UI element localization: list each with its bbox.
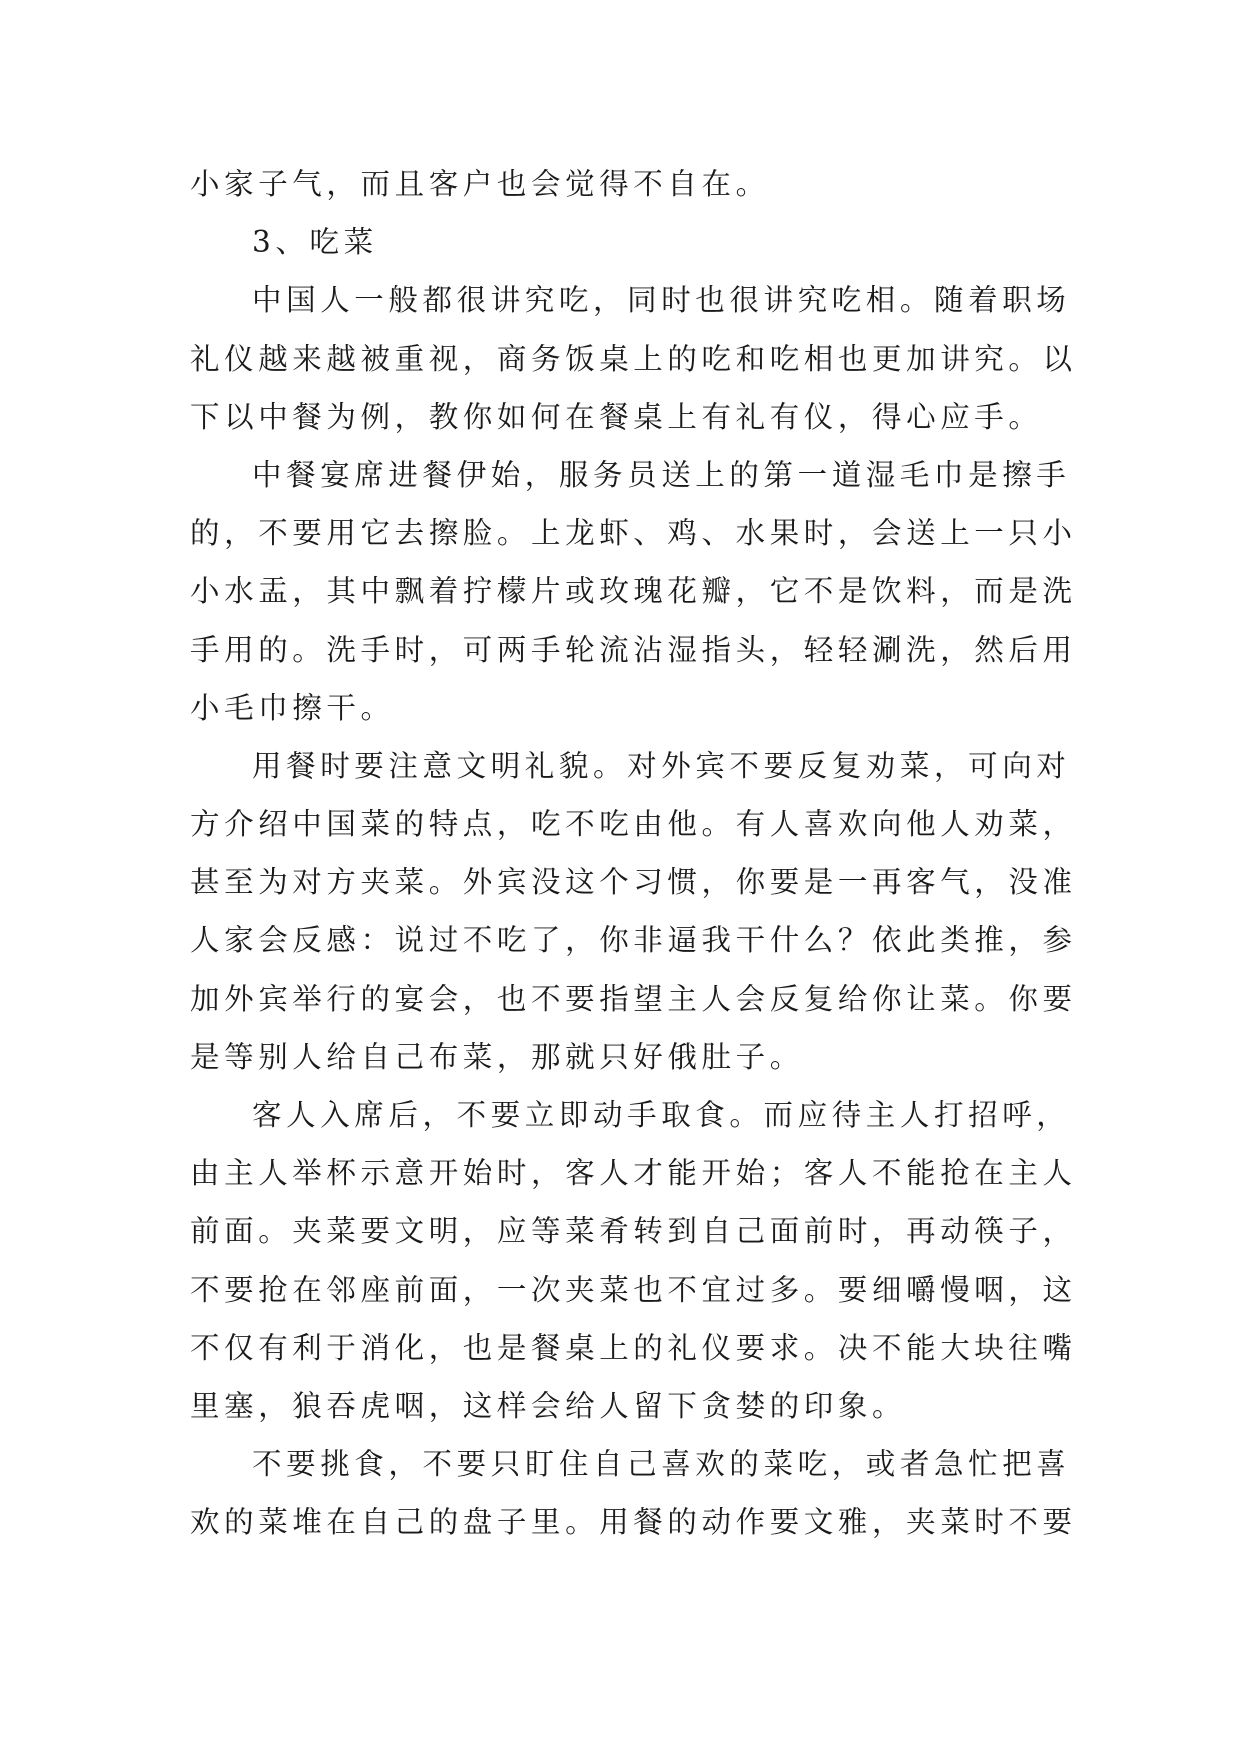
document-body (190, 155, 1077, 1552)
text-line: 方介绍中国菜的特点，吃不吃由他。有人喜欢向他人劝菜， (190, 807, 1077, 842)
text-line: 小家子气，而且客户也会觉得不自在。 (190, 167, 770, 201)
paragraph-line: 客人入席后，不要立即动手取食。而应待主人打招呼， (252, 1098, 1071, 1132)
text-line: 甚至为对方夹菜。外宾没这个习惯，你要是一再客气，没准 (190, 865, 1077, 900)
text-line: 人家会反感：说过不吃了，你非逼我干什么？依此类推，参 (190, 923, 1077, 958)
text-line: 礼仪越来越被重视，商务饭桌上的吃和吃相也更加讲究。以 (190, 341, 1077, 376)
text-line: 欢的菜堆在自己的盘子里。用餐的动作要文雅，夹菜时不要 (190, 1505, 1077, 1540)
text-line: 小毛巾擦干。 (190, 690, 395, 725)
text-line: 加外宾举行的宴会，也不要指望主人会反复给你让菜。你要 (190, 981, 1077, 1016)
text-line: 手用的。洗手时，可两手轮流沾湿指头，轻轻涮洗，然后用 (190, 632, 1077, 667)
text-line: 前面。夹菜要文明，应等菜肴转到自己面前时，再动筷子， (190, 1214, 1077, 1249)
text-line: 小水盂，其中飘着拧檬片或玫瑰花瓣，它不是饮料，而是洗 (190, 574, 1077, 609)
paragraph-line: 中国人一般都很讲究吃，同时也很讲究吃相。随着职场 (252, 283, 1071, 318)
text-line: 不要抢在邻座前面，一次夹菜也不宜过多。要细嚼慢咽，这 (190, 1272, 1077, 1307)
text-line: 是等别人给自己布菜，那就只好俄肚子。 (190, 1039, 804, 1074)
text-line: 不仅有利于消化，也是餐桌上的礼仪要求。决不能大块往嘴 (190, 1330, 1077, 1365)
paragraph-line: 用餐时要注意文明礼貌。对外宾不要反复劝菜，可向对 (252, 748, 1071, 783)
text-line: 下以中餐为例，教你如何在餐桌上有礼有仪，得心应手。 (190, 399, 1043, 434)
text-line: 由主人举杯示意开始时，客人才能开始；客人不能抢在主人 (190, 1156, 1077, 1191)
text-line: 的，不要用它去擦脸。上龙虾、鸡、水果时，会送上一只小 (190, 516, 1077, 551)
paragraph-line: 不要挑食，不要只盯住自己喜欢的菜吃，或者急忙把喜 (252, 1447, 1071, 1482)
text-line: 里塞，狼吞虎咽，这样会给人留下贪婪的印象。 (190, 1388, 907, 1423)
paragraph-line: 中餐宴席进餐伊始，服务员送上的第一道湿毛巾是擦手 (252, 457, 1071, 492)
section-heading: 3、吃菜 (252, 225, 378, 260)
